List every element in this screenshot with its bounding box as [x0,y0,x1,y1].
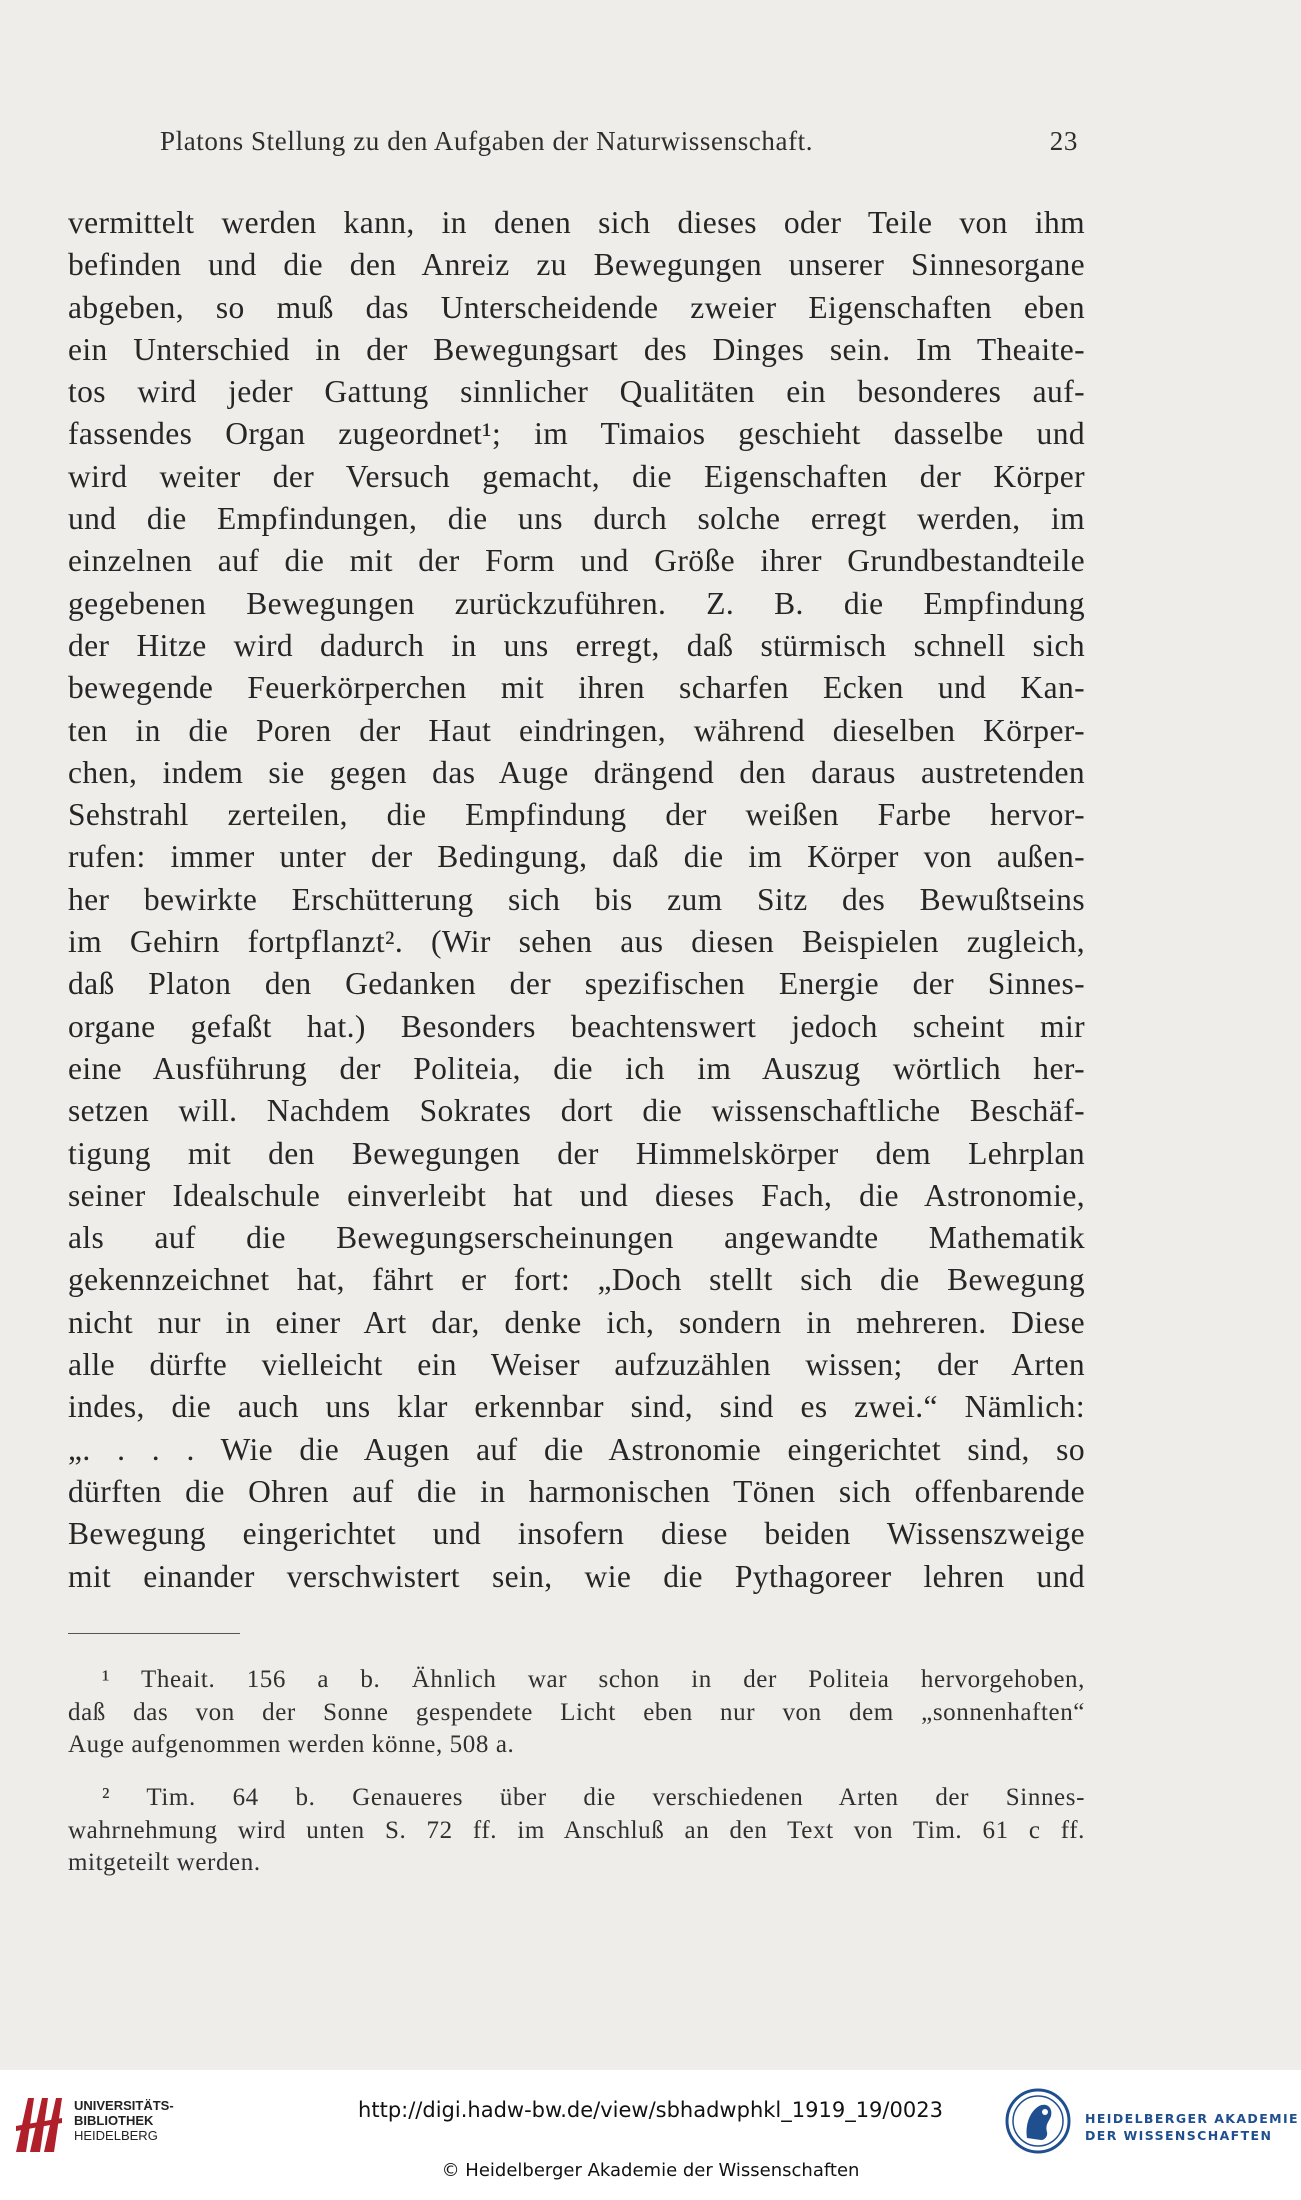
footnote-line: wahrnehmung wird unten S. 72 ff. im Anschluß an den Text von Tim. 61 c ff. [68,1816,1085,1844]
body-line: fassendes Organ zugeordnet¹; im Timaios geschieht dasselbe und [68,416,1085,452]
footnote-line: ² Tim. 64 b. Genaueres über die verschiedenen Arten der Sinnes- [102,1784,1085,1812]
body-line: dürften die Ohren auf die in harmonischen Tönen sich offenbarende [68,1473,1085,1509]
body-line: als auf die Bewegungserscheinungen angewandte Mathematik [68,1220,1085,1256]
copyright-notice: © Heidelberger Akademie der Wissenschaften [441,2160,860,2181]
body-line: indes, die auch uns klar erkennbar sind, sind es zwei.“ Nämlich: [68,1389,1085,1425]
footnote-rule [68,1633,240,1634]
permalink-url[interactable]: http://digi.hadw-bw.de/view/sbhadwphkl_1919_19/0023 [358,2098,943,2122]
body-line: einzelnen auf die mit der Form und Größe ihrer Grundbestandteile [68,543,1085,579]
academy-line-1: HEIDELBERGER AKADEMIE [1085,2111,1299,2126]
body-line: ten in die Poren der Haut eindringen, während dieselben Körper- [68,712,1085,748]
academy-seal-icon [1005,2088,1071,2154]
footnote [68,1664,1085,1762]
footnote-line: daß das von der Sonne gespendete Licht eben nur von dem „sonnenhaften“ [68,1698,1085,1726]
body-line: Sehstrahl zerteilen, die Empfindung der weißen Farbe hervor- [68,797,1085,833]
library-line-1: UNIVERSITÄTS- [74,2098,174,2113]
body-line: alle dürfte vielleicht ein Weiser aufzuzählen wissen; der Arten [68,1347,1085,1383]
body-line: und die Empfindungen, die uns durch solche erregt werden, im [68,501,1085,537]
body-line: setzen will. Nachdem Sokrates dort die wissenschaftliche Beschäf- [68,1093,1085,1129]
body-line: gegebenen Bewegungen zurückzuführen. Z. B. die Empfindung [68,585,1085,621]
body-line: Bewegung eingerichtet und insofern diese beiden Wissenszweige [68,1516,1085,1552]
body-line: nicht nur in einer Art dar, denke ich, sondern in mehreren. Diese [68,1304,1085,1340]
footnote-line: mitgeteilt werden. [68,1849,261,1877]
body-line: vermittelt werden kann, in denen sich dieses oder Teile von ihm [68,205,1085,240]
footnotes [68,1664,1085,1880]
body-line: gekennzeichnet hat, fährt er fort: „Doch stellt sich die Bewegung [68,1262,1085,1298]
body-line: eine Ausführung der Politeia, die ich im Auszug wörtlich her- [68,1050,1085,1086]
body-line: befinden und die den Anreiz zu Bewegungen unserer Sinnesorgane [68,247,1085,283]
body-line: im Gehirn fortpflanzt². (Wir sehen aus diesen Beispielen zugleich, [68,924,1085,960]
body-line: seiner Idealschule einverleibt hat und dieses Fach, die Astronomie, [68,1177,1085,1213]
body-line: her bewirkte Erschütterung sich bis zum Sitz des Bewußtseins [68,881,1085,917]
academy-name [1085,2110,1299,2144]
body-line: wird weiter der Versuch gemacht, die Eigenschaften der Körper [68,458,1085,494]
body-line: mit einander verschwistert sein, wie die Pythagoreer lehren und [68,1558,1085,1594]
body-line: rufen: immer unter der Bedingung, daß die im Körper von außen- [68,839,1085,875]
footnote-line: ¹ Theait. 156 a b. Ähnlich war schon in der Politeia hervorgehoben, [102,1666,1085,1693]
footnote [68,1782,1085,1880]
body-line: bewegende Feuerkörperchen mit ihren scharfen Ecken und Kan- [68,670,1085,706]
body-line: abgeben, so muß das Unterscheidende zweier Eigenschaften eben [68,289,1085,325]
footnote-line: Auge aufgenommen werden könne, 508 a. [68,1731,515,1759]
library-line-3: HEIDELBERG [74,2128,158,2143]
body-line: „. . . . Wie die Augen auf die Astronomie eingerichtet sind, so [68,1431,1085,1467]
body-text [68,202,1085,1598]
body-line: ein Unterschied in der Bewegungsart des Dinges sein. Im Theaite- [68,331,1085,367]
body-line: daß Platon den Gedanken der spezifischen Energie der Sinnes- [68,966,1085,1002]
page-number: 23 [1049,126,1078,156]
body-line: der Hitze wird dadurch in uns erregt, daß stürmisch schnell sich [68,627,1085,663]
body-line: chen, indem sie gegen das Auge drängend den daraus austretenden [68,754,1085,790]
library-line-2: BIBLIOTHEK [74,2113,154,2128]
academy-line-2: DER WISSENSCHAFTEN [1085,2128,1273,2143]
body-line: tigung mit den Bewegungen der Himmelskörper dem Lehrplan [68,1135,1085,1171]
body-line: tos wird jeder Gattung sinnlicher Qualitäten ein besonderes auf- [68,374,1085,410]
body-line: organe gefaßt hat.) Besonders beachtenswert jedoch scheint mir [68,1008,1085,1044]
running-head-title: Platons Stellung zu den Aufgaben der Naturwissenschaft. [160,126,814,156]
